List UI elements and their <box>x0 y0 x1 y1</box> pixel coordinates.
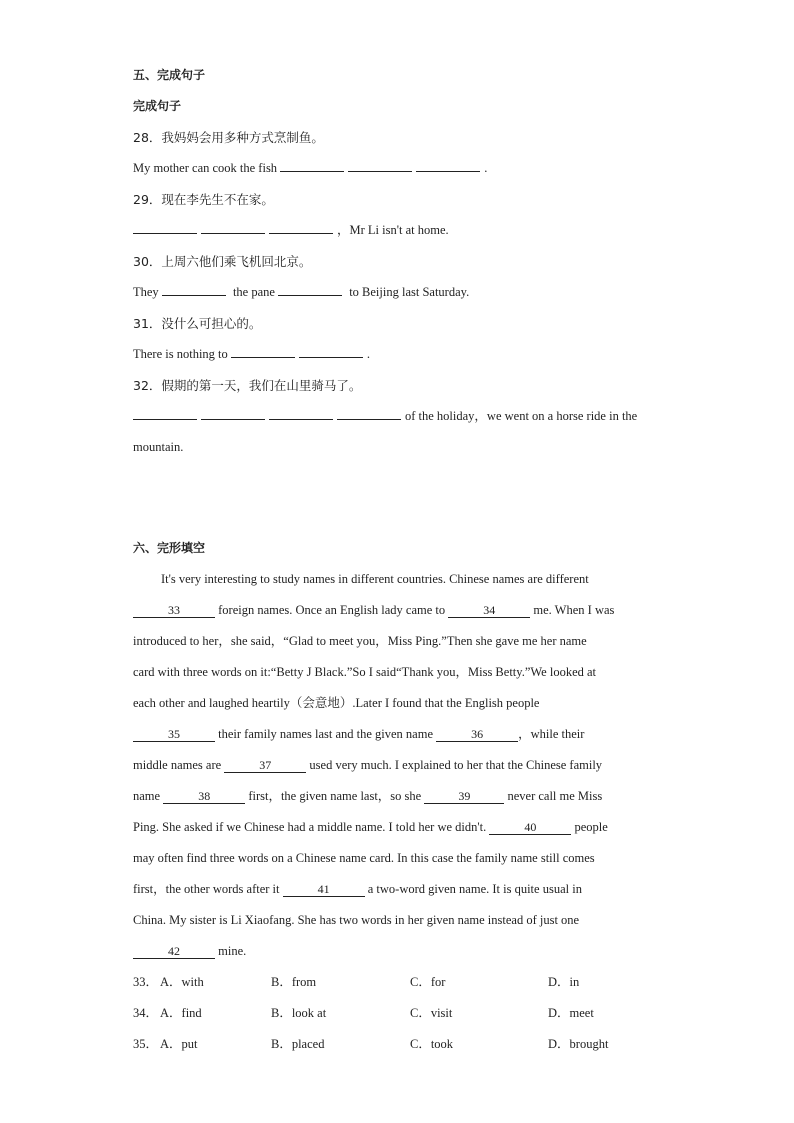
option-d[interactable]: D．brought <box>548 1037 609 1051</box>
question-number: 35． <box>133 1037 159 1051</box>
question-31-prompt: 31．没什么可担心的。 <box>133 316 262 331</box>
answer-blank[interactable] <box>269 220 333 234</box>
option-a[interactable]: A．find <box>160 1006 202 1020</box>
passage-line <box>133 936 663 967</box>
passage-line <box>133 874 663 905</box>
passage-text: ，while their <box>518 727 585 741</box>
question-29-prompt: 29．现在李先生不在家。 <box>133 192 274 207</box>
option-a[interactable]: A．with <box>160 975 204 989</box>
question-30-text-b: the pane <box>232 285 275 299</box>
option-row-34 <box>133 998 663 1029</box>
question-29-answer <box>133 215 663 246</box>
punctuation: . <box>366 347 371 361</box>
answer-blank[interactable] <box>133 220 197 234</box>
answer-blank[interactable] <box>299 344 363 358</box>
question-32-prompt: 32．假期的第一天，我们在山里骑马了。 <box>133 378 362 393</box>
passage-line <box>133 750 663 781</box>
answer-blank[interactable] <box>201 406 265 420</box>
question-number: 34． <box>133 1006 159 1020</box>
passage-text: used very much. I explained to her that the Chinese family <box>309 758 603 772</box>
answer-blank[interactable] <box>231 344 295 358</box>
passage-line: each other and laughed heartily（会意地）.Later I found that the English people <box>133 696 540 710</box>
answer-blank[interactable] <box>162 282 226 296</box>
passage-text: first，the given name last，so she <box>248 789 422 803</box>
passage-text: name <box>133 789 161 803</box>
answer-blank[interactable] <box>133 406 197 420</box>
cloze-blank-34[interactable]: 34 <box>448 603 530 618</box>
section-title: 六、完形填空 <box>133 541 206 555</box>
passage-text: people <box>574 820 608 834</box>
answer-blank[interactable] <box>348 158 412 172</box>
passage-line: introduced to her，she said，“Glad to meet you，Miss Ping.”Then she gave me her name <box>133 634 587 648</box>
answer-blank[interactable] <box>201 220 265 234</box>
passage-line: China. My sister is Li Xiaofang. She has two words in her given name instead of just one <box>133 913 580 927</box>
punctuation: . <box>484 161 488 175</box>
question-32-text: of the holiday，we went on a horse ride in the <box>405 409 638 423</box>
question-28-answer <box>133 153 663 184</box>
option-b[interactable]: B．look at <box>271 1006 327 1020</box>
question-31-answer <box>133 339 663 370</box>
passage-line <box>133 719 663 750</box>
passage-text: their family names last and the given name <box>218 727 433 741</box>
section-subtitle: 完成句子 <box>133 99 182 113</box>
section-title: 五、完成句子 <box>133 68 206 82</box>
option-c[interactable]: C．took <box>410 1037 454 1051</box>
option-row-35 <box>133 1029 663 1060</box>
passage-text: a two-word given name. It is quite usual in <box>367 882 582 896</box>
passage-line <box>133 781 663 812</box>
passage-text: never call me Miss <box>507 789 603 803</box>
answer-blank[interactable] <box>278 282 342 296</box>
cloze-blank-37[interactable]: 37 <box>224 758 306 773</box>
option-row-33 <box>133 967 663 998</box>
option-c[interactable]: C．for <box>410 975 446 989</box>
passage-line: card with three words on it:“Betty J Black.”So I said“Thank you，Miss Betty.”We looked at <box>133 665 597 679</box>
question-28-prompt: 28．我妈妈会用多种方式烹制鱼。 <box>133 130 324 145</box>
cloze-blank-41[interactable]: 41 <box>283 882 365 897</box>
cloze-blank-40[interactable]: 40 <box>489 820 571 835</box>
option-a[interactable]: A．put <box>160 1037 198 1051</box>
cloze-blank-35[interactable]: 35 <box>133 727 215 742</box>
passage-line <box>133 595 663 626</box>
question-29-text: ，Mr Li isn't at home. <box>337 223 449 237</box>
question-32-answer <box>133 401 663 432</box>
answer-blank[interactable] <box>269 406 333 420</box>
answer-blank[interactable] <box>337 406 401 420</box>
passage-line <box>133 812 663 843</box>
question-number: 33． <box>133 975 159 989</box>
option-b[interactable]: B．placed <box>271 1037 325 1051</box>
question-28-text: My mother can cook the fish <box>133 161 278 175</box>
passage-text: mine. <box>218 944 247 958</box>
passage-text: first，the other words after it <box>133 882 280 896</box>
worksheet-page <box>133 60 663 1060</box>
question-30-answer <box>133 277 663 308</box>
cloze-blank-39[interactable]: 39 <box>424 789 504 804</box>
question-31-text: There is nothing to <box>133 347 228 361</box>
option-b[interactable]: B．from <box>271 975 317 989</box>
passage-text: foreign names. Once an English lady came to <box>218 603 446 617</box>
cloze-blank-38[interactable]: 38 <box>163 789 245 804</box>
answer-blank[interactable] <box>416 158 480 172</box>
answer-blank[interactable] <box>280 158 344 172</box>
passage-text: Ping. She asked if we Chinese had a middle name. I told her we didn't. <box>133 820 487 834</box>
question-30-text-a: They <box>133 285 159 299</box>
passage-line: may often find three words on a Chinese name card. In this case the family name still comes <box>133 851 595 865</box>
passage-line: It's very interesting to study names in different countries. Chinese names are different <box>161 572 589 586</box>
cloze-blank-36[interactable]: 36 <box>436 727 518 742</box>
option-c[interactable]: C．visit <box>410 1006 453 1020</box>
option-d[interactable]: D．in <box>548 975 580 989</box>
passage-text: me. When I was <box>533 603 615 617</box>
cloze-blank-42[interactable]: 42 <box>133 944 215 959</box>
option-d[interactable]: D．meet <box>548 1006 594 1020</box>
question-30-text-c: to Beijing last Saturday. <box>349 285 470 299</box>
question-30-prompt: 30．上周六他们乘飞机回北京。 <box>133 254 312 269</box>
question-32-continuation: mountain. <box>133 440 184 454</box>
cloze-blank-33[interactable]: 33 <box>133 603 215 618</box>
passage-text: middle names are <box>133 758 222 772</box>
